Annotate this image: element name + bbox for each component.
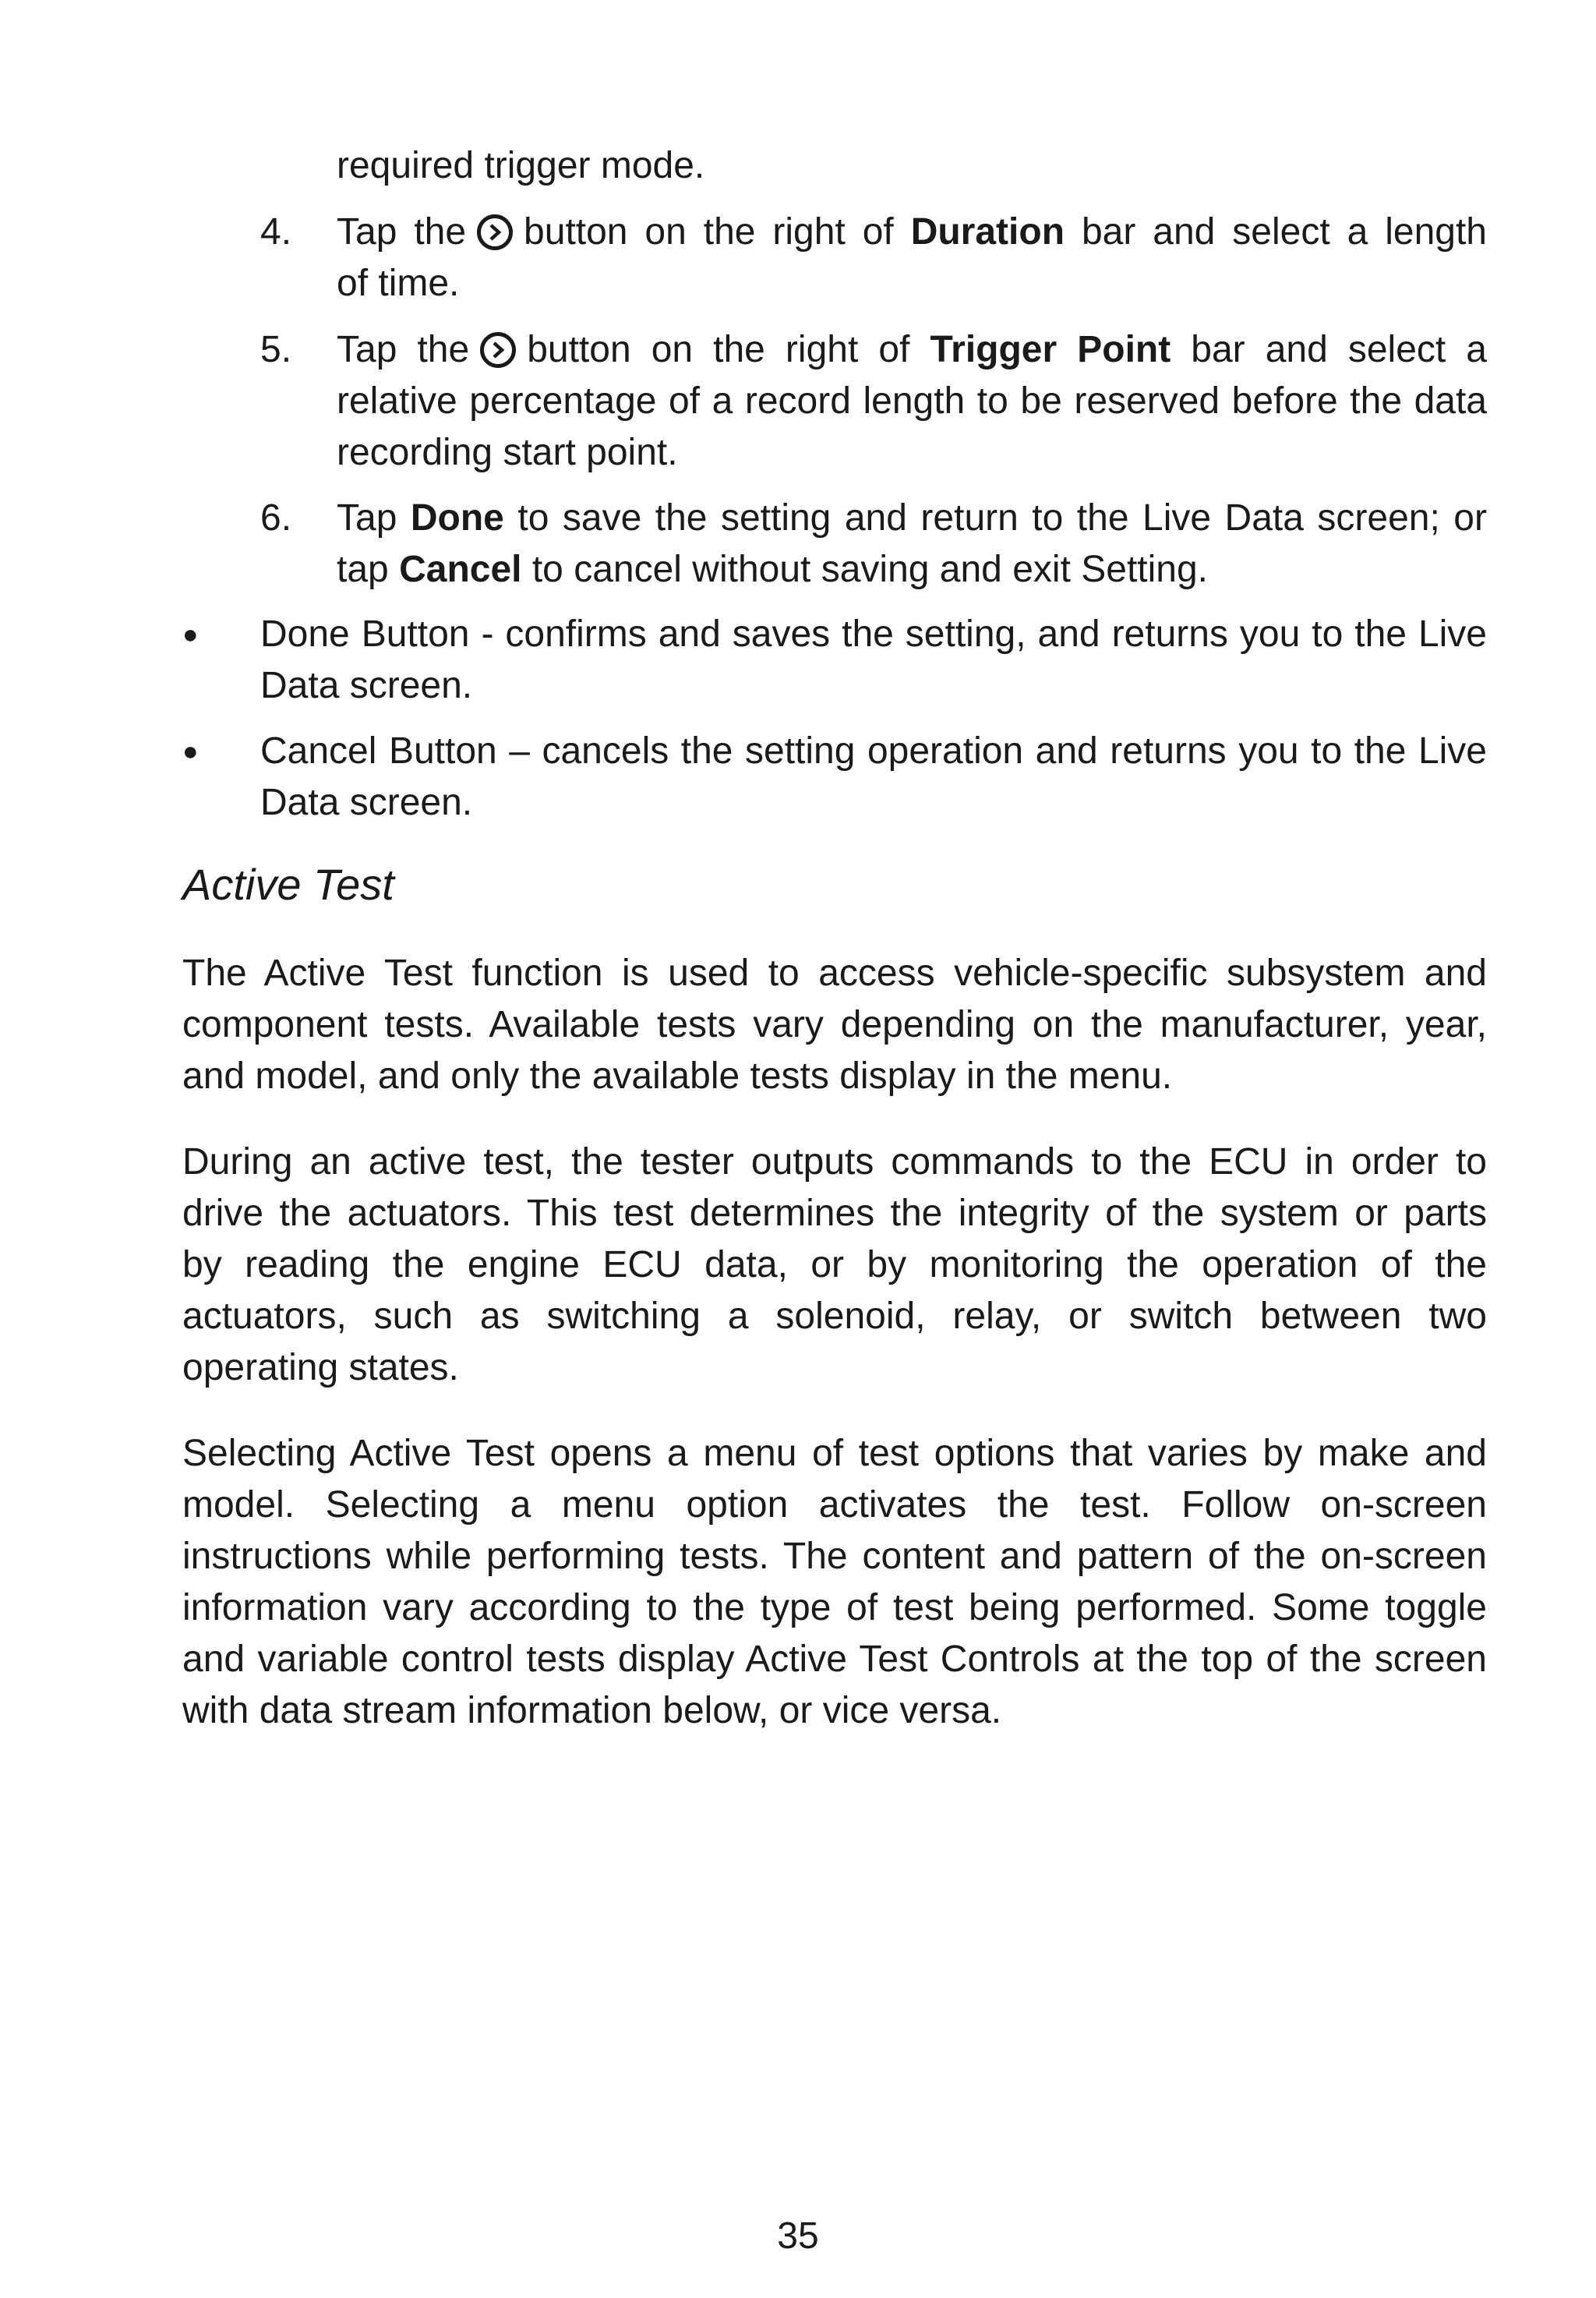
- bullet-1-line-2: Data screen.: [260, 665, 473, 706]
- step-text: tap: [337, 549, 389, 590]
- step-text: bar and select a length: [1081, 211, 1487, 253]
- step-text: Tap: [337, 497, 397, 539]
- step-bold-term: Trigger Point: [930, 329, 1171, 370]
- step-bold-term: Done: [410, 497, 504, 539]
- chevron-right-circle-icon: [480, 332, 516, 368]
- paragraph-2-line: During an active test, the tester outputs commands to the ECU in order to: [182, 1141, 1487, 1183]
- step-text: button on the right of: [527, 329, 910, 370]
- paragraph-3-line: Selecting Active Test opens a menu of test options that varies by make and: [182, 1433, 1487, 1474]
- step-number: 6.: [260, 497, 292, 539]
- step-6-line-1: [337, 493, 1487, 544]
- step-text: button on the right of: [524, 211, 894, 253]
- step-number: 4.: [260, 211, 292, 253]
- step-4-line-2: of time.: [337, 263, 460, 304]
- step-text: to cancel without saving and exit Setting.: [531, 549, 1209, 590]
- section-heading: Active Test: [182, 860, 394, 909]
- paragraph-3-line: with data stream information below, or vice versa.: [182, 1690, 1002, 1731]
- paragraph-3-line: and variable control tests display Active Test Controls at the top of the screen: [182, 1639, 1487, 1680]
- step-5-line-2: relative percentage of a record length to be reserved before the data: [337, 380, 1487, 422]
- step-continuation: required trigger mode.: [337, 145, 705, 186]
- step-5-line-3: recording start point.: [337, 432, 678, 473]
- paragraph-1-line: The Active Test function is used to access vehicle-specific subsystem and: [182, 953, 1487, 994]
- step-text: Tap the: [337, 211, 467, 253]
- bullet-1-line-1: Done Button - confirms and saves the setting, and returns you to the Live: [260, 613, 1487, 655]
- bullet-2-line-2: Data screen.: [260, 782, 473, 823]
- paragraph-3-line: instructions while performing tests. The content and pattern of the on-screen: [182, 1536, 1487, 1577]
- step-text: to save the setting and return to the Live Data screen; or: [517, 497, 1487, 539]
- step-bold-term: Duration: [910, 211, 1065, 253]
- bullet-2-line-1: Cancel Button – cancels the setting operation and returns you to the Live: [260, 730, 1487, 772]
- step-5-line-1: [337, 324, 1487, 376]
- paragraph-2-line: operating states.: [182, 1347, 459, 1388]
- step-6-line-2: [337, 544, 1208, 596]
- paragraph-3-line: model. Selecting a menu option activates the test. Follow on-screen: [182, 1484, 1487, 1526]
- step-text: Tap the: [337, 329, 470, 370]
- step-bold-term: Cancel: [399, 549, 522, 590]
- paragraph-3-line: information vary according to the type of test being performed. Some toggle: [182, 1587, 1487, 1628]
- bullet-dot: ●: [182, 737, 199, 766]
- chevron-right-circle-icon: [477, 214, 513, 250]
- paragraph-2-line: actuators, such as switching a solenoid, relay, or switch between two: [182, 1296, 1487, 1337]
- page-number: 35: [777, 2215, 819, 2257]
- paragraph-1-line: component tests. Available tests vary depending on the manufacturer, year,: [182, 1004, 1487, 1045]
- step-text: bar and select a: [1191, 329, 1488, 370]
- bullet-dot: ●: [182, 620, 199, 649]
- paragraph-1-line: and model, and only the available tests display in the menu.: [182, 1055, 1173, 1097]
- step-4-line-1: [337, 207, 1487, 258]
- paragraph-2-line: by reading the engine ECU data, or by monitoring the operation of the: [182, 1244, 1487, 1285]
- paragraph-2-line: drive the actuators. This test determines the integrity of the system or parts: [182, 1193, 1487, 1234]
- step-number: 5.: [260, 329, 292, 370]
